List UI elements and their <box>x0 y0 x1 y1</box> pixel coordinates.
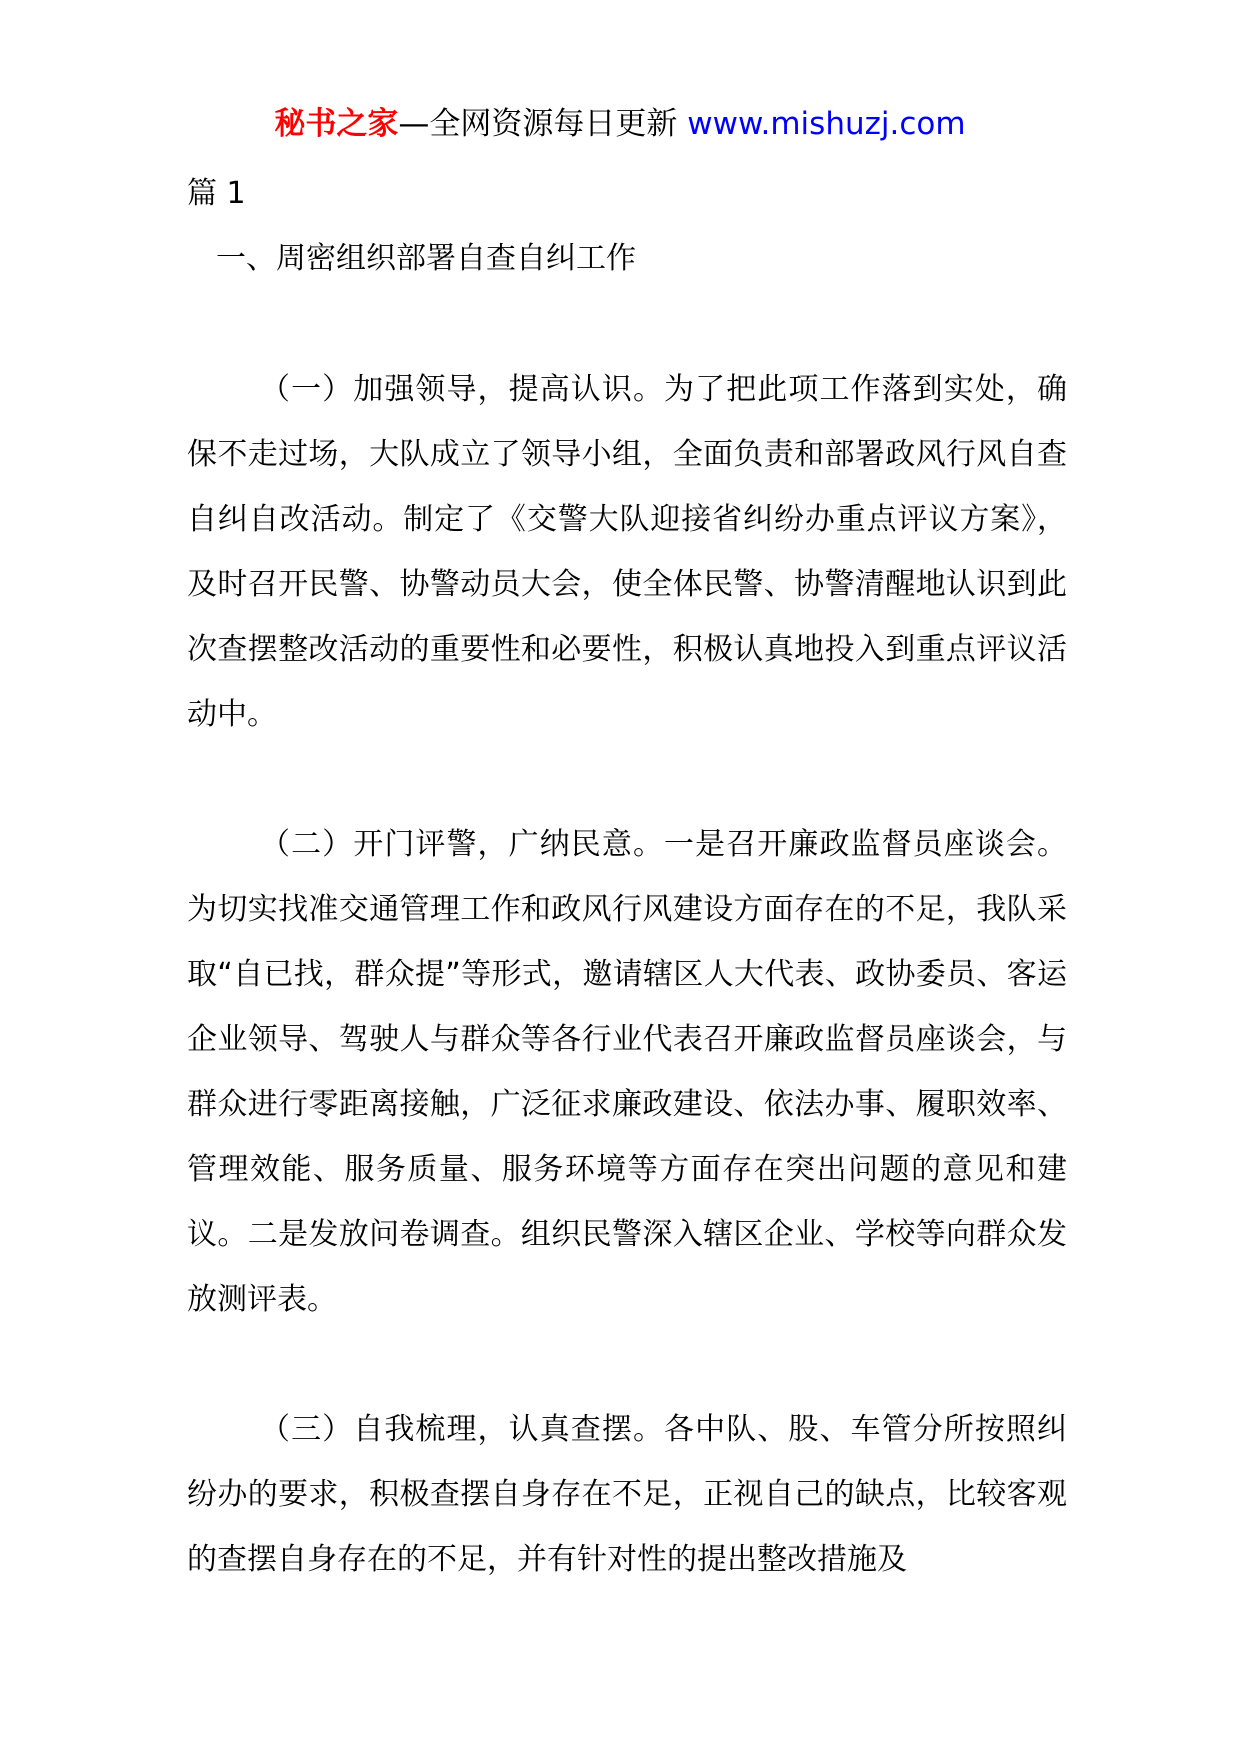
page-header <box>0 100 1240 148</box>
paragraph-2: （二）开门评警，广纳民意。一是召开廉政监督员座谈会。为切实找准交通管理工作和政风行风建设方面存在的不足，我队采取“自已找，群众提”等形式，邀请辖区人大代表、政协委员、客运企业领导、驾驶人与群众等各行业代表召开廉政监督员座谈会，与群众进行零距离接触，广泛征求廉政建设、依法办事、履职效率、管理效能、服务质量、服务环境等方面存在突出问题的意见和建议。二是发放问卷调查。组织民警深入辖区企业、学校等向群众发放测评表。 <box>187 827 1067 1317</box>
document-body <box>187 162 1067 1592</box>
brand-name: 秘书之家 <box>274 106 399 142</box>
paragraph-1: （一）加强领导，提高认识。为了把此项工作落到实处，确保不走过场，大队成立了领导小组，全面负责和部署政风行风自查自纠自改活动。制定了《交警大队迎接省纠纷办重点评议方案》，及时召开民警、协警动员大会，使全体民警、协警清醒地认识到此次查摆整改活动的重要性和必要性，积极认真地投入到重点评议活动中。 <box>187 372 1067 732</box>
article-label: 篇 1 <box>187 176 246 211</box>
site-url-link[interactable]: www.mishuzj.com <box>687 106 966 142</box>
header-tagline: —全网资源每日更新 <box>398 106 678 142</box>
paragraph-3: （三）自我梳理，认真查摆。各中队、股、车管分所按照纠纷办的要求，积极查摆自身存在不足，正视自己的缺点，比较客观的查摆自身存在的不足，并有针对性的提出整改措施及 <box>187 1412 1067 1577</box>
section-title: 一、周密组织部署自查自纠工作 <box>216 241 636 276</box>
